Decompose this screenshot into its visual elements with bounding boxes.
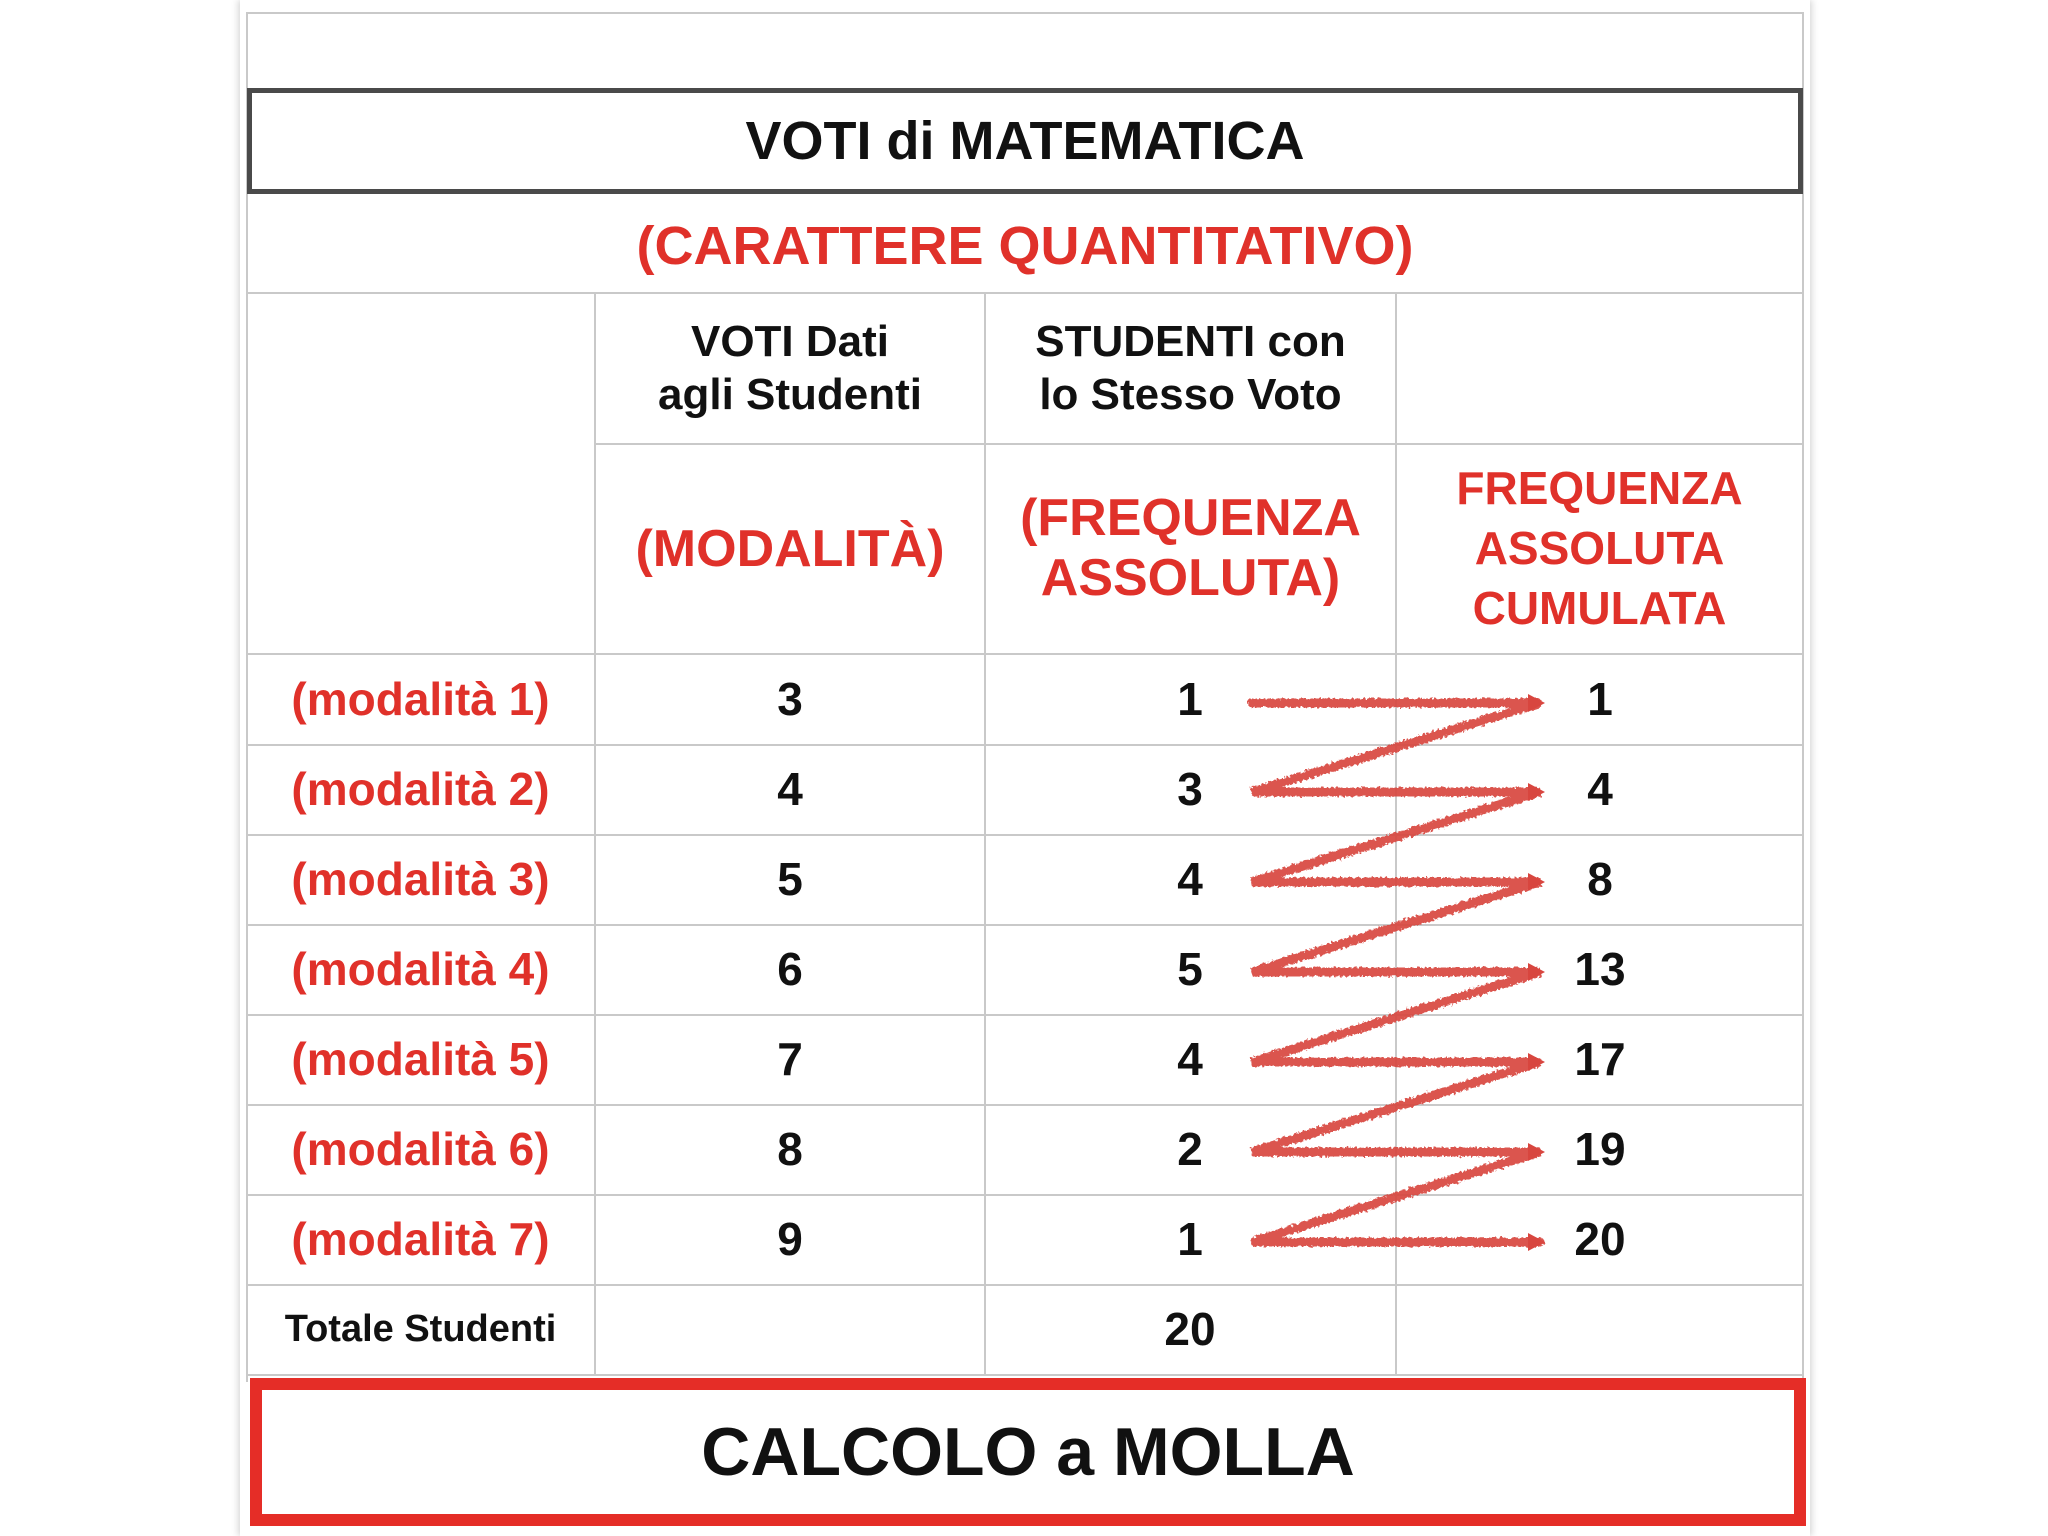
row-cumulata: 8 — [1587, 853, 1613, 906]
row-label: (modalità 6) — [291, 1123, 550, 1176]
row-label: (modalità 1) — [291, 672, 550, 725]
calcolo-a-molla-banner: CALCOLO a MOLLA — [250, 1378, 1806, 1526]
row-voto: 8 — [777, 1123, 803, 1176]
totale-value: 20 — [1164, 1303, 1216, 1356]
header-studenti-line1: STUDENTI con — [1035, 316, 1346, 366]
header-studenti-line2: lo Stesso Voto — [1039, 369, 1342, 419]
row-voto: 9 — [777, 1213, 803, 1266]
row-cumulata: 1 — [1587, 672, 1613, 725]
header-studenti — [986, 294, 1395, 443]
row-label: (modalità 2) — [291, 763, 550, 816]
header-modalita: (MODALITÀ) — [635, 519, 945, 578]
row-cumulata: 17 — [1574, 1033, 1626, 1086]
row-voto: 6 — [777, 943, 803, 996]
row-frequenza: 2 — [1177, 1123, 1203, 1176]
header-voti — [596, 294, 984, 443]
header-frequenza-cumulata — [1397, 445, 1802, 653]
header-voti-line2: agli Studenti — [658, 369, 922, 419]
subtitle: (CARATTERE QUANTITATIVO) — [636, 215, 1414, 276]
row-voto: 5 — [777, 853, 803, 906]
header-voti-line1: VOTI Dati — [690, 316, 890, 366]
row-label: (modalità 3) — [291, 853, 550, 906]
row-label: (modalità 5) — [291, 1033, 550, 1086]
header-frequenza-cumulata-line2: ASSOLUTA — [1474, 522, 1725, 575]
row-cumulata: 4 — [1587, 763, 1613, 816]
row-cumulata: 20 — [1574, 1213, 1626, 1266]
row-frequenza: 4 — [1177, 1033, 1203, 1086]
row-voto: 4 — [777, 763, 803, 816]
header-frequenza-assoluta — [986, 445, 1395, 653]
row-cumulata: 19 — [1574, 1123, 1626, 1176]
row-frequenza: 1 — [1177, 1213, 1203, 1266]
row-label: (modalità 7) — [291, 1213, 550, 1266]
page-title: VOTI di MATEMATICA — [247, 88, 1803, 194]
header-frequenza-cumulata-line1: FREQUENZA — [1456, 462, 1743, 515]
header-frequenza-cumulata-line3: CUMULATA — [1472, 581, 1727, 634]
header-frequenza-assoluta-line2: ASSOLUTA) — [1040, 549, 1341, 607]
row-voto: 7 — [777, 1033, 803, 1086]
header-frequenza-assoluta-line1: (FREQUENZA — [1020, 489, 1361, 548]
row-cumulata: 13 — [1574, 943, 1626, 996]
totale-label: Totale Studenti — [284, 1308, 557, 1351]
row-line-8 — [247, 1374, 1803, 1376]
row-label: (modalità 4) — [291, 943, 550, 996]
top-border — [247, 12, 1803, 14]
row-frequenza: 3 — [1177, 763, 1203, 816]
row-frequenza: 5 — [1177, 943, 1203, 996]
row-voto: 3 — [777, 672, 803, 725]
row-frequenza: 1 — [1177, 672, 1203, 725]
row-frequenza: 4 — [1177, 853, 1203, 906]
